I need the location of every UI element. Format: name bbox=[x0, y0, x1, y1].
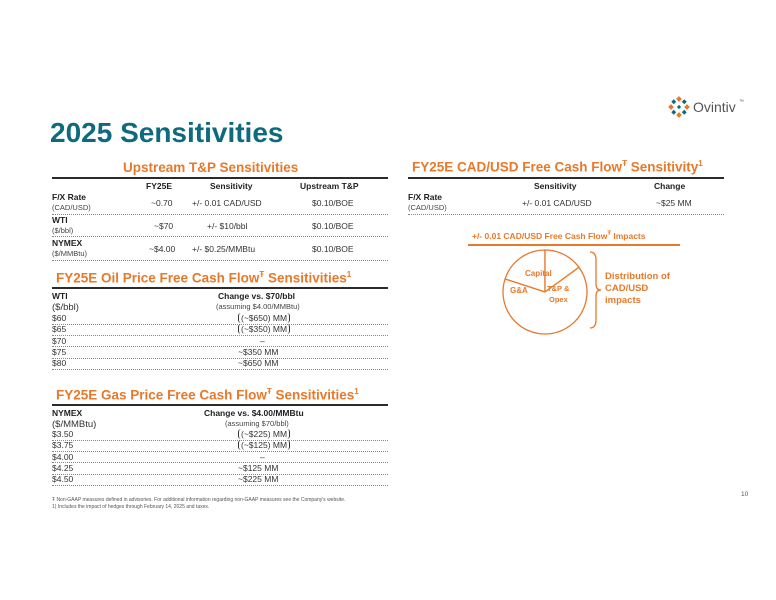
pie-label-ga: G&A bbox=[510, 286, 528, 295]
oil-title-text: FY25E Oil Price Free Cash Flow bbox=[56, 270, 260, 286]
oil-row-price: $70 bbox=[52, 335, 67, 346]
fx-header-change: Change bbox=[654, 181, 686, 191]
distribution-line: Distribution of bbox=[605, 271, 670, 282]
oil-row-change: – bbox=[260, 335, 265, 346]
upstream-row-sensitivity: +/- $0.25/MMBtu bbox=[192, 244, 256, 254]
gas-row-divider bbox=[52, 440, 388, 441]
upstream-row-tp: $0.10/BOE bbox=[312, 244, 354, 254]
oil-col1-sub: ($/bbl) bbox=[52, 302, 79, 313]
oil-title-footnote: 1 bbox=[346, 270, 352, 279]
upstream-row-tp: $0.10/BOE bbox=[312, 198, 354, 208]
gas-col2-label: Change vs. $4.00/MMBtu bbox=[204, 408, 304, 418]
impacts-title-end: Impacts bbox=[611, 231, 646, 241]
page-number: 10 bbox=[741, 491, 749, 498]
fx-row-sublabel: (CAD/USD) bbox=[408, 203, 447, 212]
gas-row-change: (~$225) MM bbox=[238, 429, 290, 439]
distribution-line: CAD/USD bbox=[605, 283, 649, 294]
oil-row-change: ~$650 MM bbox=[238, 358, 279, 369]
pie-label-capital: Capital bbox=[525, 269, 552, 278]
upstream-header-sensitivity: Sensitivity bbox=[210, 181, 253, 191]
pie-label-tp-line1: T&P & bbox=[547, 284, 570, 293]
upstream-row-divider bbox=[52, 260, 388, 261]
gas-row-price: $4.25 bbox=[52, 462, 74, 473]
upstream-row-label: WTI bbox=[52, 215, 68, 225]
pie-label-tp-line2: Opex bbox=[549, 295, 568, 304]
gas-title bbox=[56, 387, 359, 403]
gas-row-change: ~$125 MM bbox=[238, 462, 279, 473]
gas-row-divider bbox=[52, 462, 388, 463]
fx-row-divider bbox=[408, 214, 724, 215]
oil-row-divider bbox=[52, 346, 388, 347]
oil-col2-label: Change vs. $70/bbl bbox=[218, 291, 295, 301]
impacts-title bbox=[472, 231, 646, 241]
distribution-brace bbox=[588, 250, 602, 330]
oil-row-price: $80 bbox=[52, 358, 67, 369]
gas-title-rule bbox=[52, 404, 388, 406]
oil-row-change: (~$350) MM bbox=[238, 324, 290, 334]
gas-row-change: ~$225 MM bbox=[238, 474, 279, 485]
upstream-title-rule bbox=[52, 177, 388, 179]
gas-row-price: $4.50 bbox=[52, 474, 74, 485]
company-logo bbox=[668, 96, 748, 122]
oil-row-divider bbox=[52, 324, 388, 325]
fx-title-nongaap-mark: Ŧ bbox=[622, 159, 627, 168]
gas-col1-label: NYMEX bbox=[52, 408, 83, 418]
upstream-row-sensitivity: +/- $10/bbl bbox=[207, 221, 248, 231]
upstream-header-fy25e: FY25E bbox=[146, 181, 172, 191]
oil-title-rule bbox=[52, 287, 388, 289]
gas-col2-sub: (assuming $70/bbl) bbox=[225, 419, 289, 428]
upstream-title: Upstream T&P Sensitivities bbox=[123, 160, 299, 175]
gas-title-text: FY25E Gas Price Free Cash Flow bbox=[56, 387, 267, 403]
ovintiv-logo-icon bbox=[668, 96, 690, 118]
fx-row-label: F/X Rate bbox=[408, 192, 443, 202]
oil-col1-label: WTI bbox=[52, 291, 68, 301]
oil-row-price: $60 bbox=[52, 313, 67, 323]
gas-title-nongaap-mark: Ŧ bbox=[266, 387, 272, 396]
fx-header-sensitivity: Sensitivity bbox=[534, 181, 577, 191]
oil-row-divider bbox=[52, 335, 388, 336]
fx-row-change: ~$25 MM bbox=[656, 198, 692, 208]
upstream-row-sensitivity: +/- 0.01 CAD/USD bbox=[192, 198, 262, 208]
distribution-label bbox=[605, 271, 670, 307]
fx-title-end: Sensitivity bbox=[626, 159, 699, 175]
upstream-row-sublabel: ($/bbl) bbox=[52, 226, 74, 235]
distribution-line: impacts bbox=[605, 295, 641, 306]
logo-text: Ovintiv bbox=[693, 99, 736, 115]
impacts-title-underline bbox=[468, 244, 680, 246]
oil-row-price: $75 bbox=[52, 346, 67, 357]
oil-title bbox=[56, 270, 351, 286]
fx-title bbox=[412, 159, 703, 175]
upstream-row-divider bbox=[52, 214, 388, 215]
oil-row-change: (~$650) MM bbox=[238, 313, 290, 323]
fx-row-sensitivity: +/- 0.01 CAD/USD bbox=[522, 198, 592, 208]
gas-row-divider bbox=[52, 474, 388, 475]
page-title: 2025 Sensitivities bbox=[50, 117, 284, 148]
logo-trademark: ™ bbox=[739, 99, 744, 105]
impacts-title-nongaap-mark: Ŧ bbox=[607, 231, 611, 238]
oil-row-price: $65 bbox=[52, 324, 67, 335]
gas-row-price: $4.00 bbox=[52, 451, 74, 462]
gas-row-divider bbox=[52, 451, 388, 452]
upstream-row-tp: $0.10/BOE bbox=[312, 221, 354, 231]
oil-title-end: Sensitivities bbox=[264, 270, 347, 286]
gas-row-change: – bbox=[260, 451, 265, 462]
upstream-row-label: NYMEX bbox=[52, 238, 83, 248]
upstream-row-divider bbox=[52, 236, 388, 237]
gas-title-footnote: 1 bbox=[354, 387, 359, 396]
fx-title-footnote: 1 bbox=[698, 159, 703, 168]
gas-row-price: $3.75 bbox=[52, 440, 74, 451]
upstream-row-fy25e: ~0.70 bbox=[151, 198, 173, 208]
upstream-row-sublabel: ($/MMBtu) bbox=[52, 249, 88, 258]
gas-row-divider bbox=[52, 485, 388, 486]
fx-title-text: FY25E CAD/USD Free Cash Flow bbox=[412, 159, 623, 175]
footnote: Ŧ Non-GAAP measures defined in advisories. For additional information regarding non-GAAP measures see the Company's website. bbox=[52, 497, 346, 503]
upstream-row-fy25e: ~$70 bbox=[154, 221, 174, 231]
oil-row-divider bbox=[52, 369, 388, 370]
footnote: 1) Includes the impact of hedges through February 14, 2025 and taxes. bbox=[52, 504, 210, 510]
upstream-row-label: F/X Rate bbox=[52, 192, 87, 202]
upstream-row-sublabel: (CAD/USD) bbox=[52, 203, 91, 212]
upstream-header-tp: Upstream T&P bbox=[300, 181, 359, 191]
gas-row-price: $3.50 bbox=[52, 429, 74, 439]
oil-row-divider bbox=[52, 358, 388, 359]
upstream-row-fy25e: ~$4.00 bbox=[149, 244, 176, 254]
gas-row-change: (~$125) MM bbox=[238, 440, 290, 450]
oil-title-nongaap-mark: Ŧ bbox=[259, 270, 265, 279]
impacts-title-text: +/- 0.01 CAD/USD Free Cash Flow bbox=[472, 231, 608, 241]
oil-col2-sub: (assuming $4.00/MMBtu) bbox=[216, 302, 300, 311]
gas-title-end: Sensitivities bbox=[271, 387, 355, 403]
gas-col1-sub: ($/MMBtu) bbox=[52, 419, 97, 430]
impacts-pie-chart bbox=[500, 247, 590, 337]
oil-row-change: ~$350 MM bbox=[238, 346, 279, 357]
fx-title-rule bbox=[408, 177, 724, 179]
